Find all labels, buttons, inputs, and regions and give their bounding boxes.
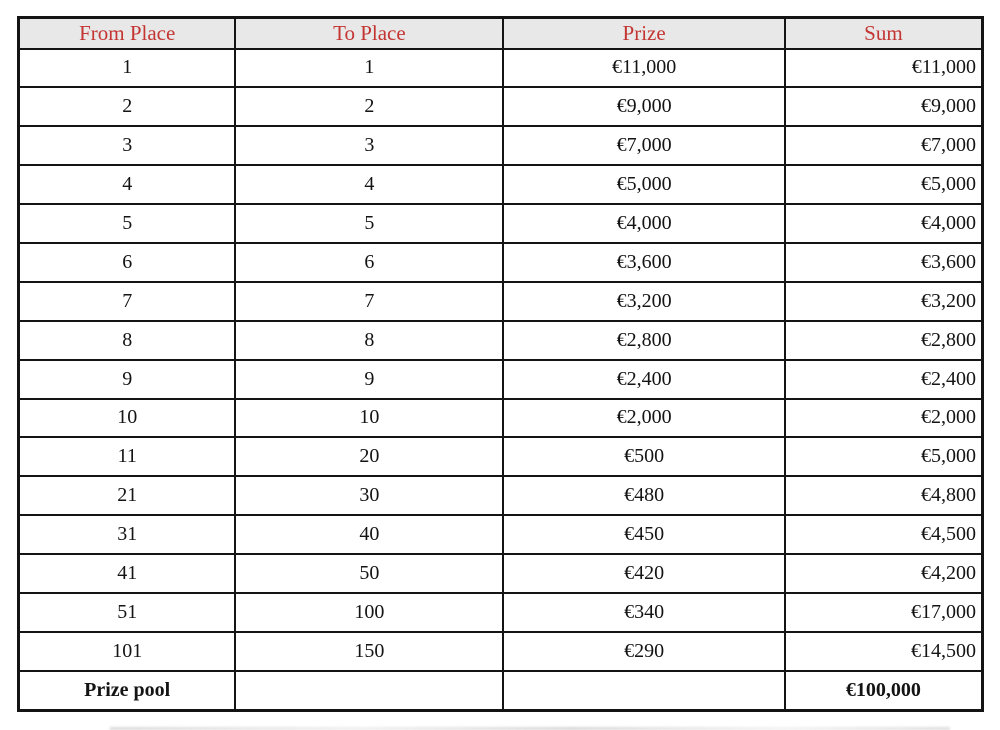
cell-sum: €14,500 xyxy=(785,632,983,671)
cell-sum: €11,000 xyxy=(785,49,983,88)
cell-from-place: 51 xyxy=(19,593,236,632)
cell-sum: €5,000 xyxy=(785,437,983,476)
cell-from-place: 21 xyxy=(19,476,236,515)
cell-to-place: 6 xyxy=(235,243,503,282)
cell-to-place: 150 xyxy=(235,632,503,671)
cell-from-place: 10 xyxy=(19,399,236,438)
cell-from-place: 8 xyxy=(19,321,236,360)
footer-cell-to-place xyxy=(235,671,503,711)
cell-prize: €340 xyxy=(503,593,784,632)
cell-sum: €2,000 xyxy=(785,399,983,438)
table-row xyxy=(19,515,983,554)
cell-from-place: 1 xyxy=(19,49,236,88)
table-row xyxy=(19,632,983,671)
cell-to-place: 7 xyxy=(235,282,503,321)
cell-from-place: 11 xyxy=(19,437,236,476)
table-body xyxy=(19,49,983,711)
cell-sum: €5,000 xyxy=(785,165,983,204)
cell-prize: €2,800 xyxy=(503,321,784,360)
cell-to-place: 10 xyxy=(235,399,503,438)
table-row xyxy=(19,554,983,593)
cell-prize: €480 xyxy=(503,476,784,515)
cell-from-place: 6 xyxy=(19,243,236,282)
table-row xyxy=(19,476,983,515)
cell-prize: €3,600 xyxy=(503,243,784,282)
table-row xyxy=(19,204,983,243)
footer-cell-prize xyxy=(503,671,784,711)
cell-sum: €4,500 xyxy=(785,515,983,554)
table-row xyxy=(19,321,983,360)
cell-from-place: 101 xyxy=(19,632,236,671)
table-row xyxy=(19,165,983,204)
cell-from-place: 2 xyxy=(19,87,236,126)
cell-prize: €2,000 xyxy=(503,399,784,438)
footer-label: Prize pool xyxy=(19,671,236,711)
table-row xyxy=(19,399,983,438)
footer-row xyxy=(19,671,983,711)
cell-from-place: 41 xyxy=(19,554,236,593)
table-row xyxy=(19,49,983,88)
cell-to-place: 30 xyxy=(235,476,503,515)
cell-sum: €3,600 xyxy=(785,243,983,282)
cell-sum: €4,200 xyxy=(785,554,983,593)
cell-prize: €11,000 xyxy=(503,49,784,88)
header-row xyxy=(19,18,983,49)
cell-to-place: 50 xyxy=(235,554,503,593)
cell-sum: €9,000 xyxy=(785,87,983,126)
cell-to-place: 4 xyxy=(235,165,503,204)
table-row xyxy=(19,243,983,282)
cell-prize: €5,000 xyxy=(503,165,784,204)
cell-prize: €9,000 xyxy=(503,87,784,126)
cell-from-place: 31 xyxy=(19,515,236,554)
cell-from-place: 3 xyxy=(19,126,236,165)
cell-prize: €290 xyxy=(503,632,784,671)
column-header-sum: Sum xyxy=(785,18,983,49)
cell-prize: €450 xyxy=(503,515,784,554)
cell-sum: €17,000 xyxy=(785,593,983,632)
cell-sum: €4,800 xyxy=(785,476,983,515)
cell-to-place: 8 xyxy=(235,321,503,360)
cell-to-place: 1 xyxy=(235,49,503,88)
cell-to-place: 9 xyxy=(235,360,503,399)
table-row xyxy=(19,593,983,632)
cell-from-place: 7 xyxy=(19,282,236,321)
column-header-to-place: To Place xyxy=(235,18,503,49)
cell-prize: €2,400 xyxy=(503,360,784,399)
cell-from-place: 5 xyxy=(19,204,236,243)
cell-prize: €500 xyxy=(503,437,784,476)
cell-to-place: 40 xyxy=(235,515,503,554)
cell-sum: €7,000 xyxy=(785,126,983,165)
cell-to-place: 100 xyxy=(235,593,503,632)
cell-sum: €2,800 xyxy=(785,321,983,360)
cell-prize: €420 xyxy=(503,554,784,593)
table-row xyxy=(19,126,983,165)
cell-to-place: 2 xyxy=(235,87,503,126)
table-row xyxy=(19,437,983,476)
cell-to-place: 20 xyxy=(235,437,503,476)
column-header-from-place: From Place xyxy=(19,18,236,49)
cell-prize: €3,200 xyxy=(503,282,784,321)
cell-sum: €3,200 xyxy=(785,282,983,321)
cell-to-place: 3 xyxy=(235,126,503,165)
cell-to-place: 5 xyxy=(235,204,503,243)
cell-sum: €2,400 xyxy=(785,360,983,399)
cell-prize: €7,000 xyxy=(503,126,784,165)
table-row xyxy=(19,282,983,321)
column-header-prize: Prize xyxy=(503,18,784,49)
cell-prize: €4,000 xyxy=(503,204,784,243)
prize-structure-table xyxy=(17,16,984,712)
table-row xyxy=(19,360,983,399)
footer-cell-sum: €100,000 xyxy=(785,671,983,711)
cell-from-place: 9 xyxy=(19,360,236,399)
table-row xyxy=(19,87,983,126)
cell-from-place: 4 xyxy=(19,165,236,204)
cell-sum: €4,000 xyxy=(785,204,983,243)
